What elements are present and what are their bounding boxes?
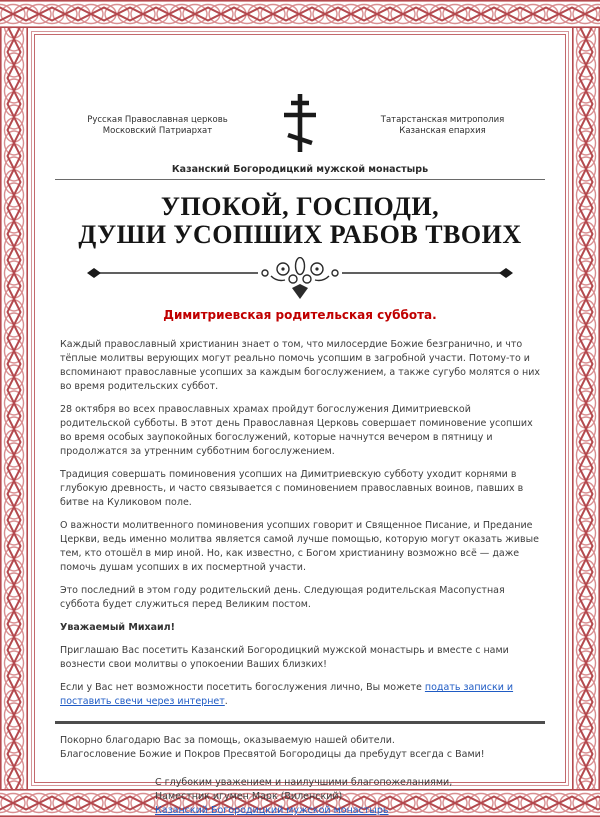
paragraph: 28 октября во всех православных храмах пройдут богослужения Димитриевской родительской субботы. В этот день Православная Церковь совершает поминовение усопших во время особых заупокойных богослужений, которые начнутся вечером в пятницу и продолжатся за утренним субботним богослужением. [60,404,533,457]
letterhead [60,92,540,160]
header-divider-line [55,179,545,180]
closing-line1: Покорно благодарю Вас за помощь, оказываемую нашей обители. [60,735,395,746]
paragraph: О важности молитвенного поминовения усопших говорит и Священное Писание, и Предание Церкви, ведь именно молитва является самой лучше помощью, которую могут оказать живые тем, кто отошёл в мир иной. Но, как известно, с Богом христианину возможно всё — даже помочь душам усопших в их посмертной участи. [60,520,539,573]
closing-block [60,734,540,762]
invitation-paragraph: Приглашаю Вас посетить Казанский Богородицкий мужской монастырь и вместе с нами вознести свои молитвы о упокоении Ваших близких! [60,645,509,670]
orthodox-cross-icon [270,92,330,160]
closing-line2: Благословение Божие и Покров Пресвятой Богородицы да пребудут всегда с Вами! [60,749,485,760]
title-line1: УПОКОЙ, ГОСПОДИ, [160,192,440,221]
left-org-line2: Московский Патриархат [102,126,213,136]
greeting: Уважаемый Михаил! [60,622,175,633]
online-prefix: Если у Вас нет возможности посетить богослужения лично, Вы можете [60,682,425,693]
paragraph: Каждый православный христианин знает о том, что милосердие Божие безгранично, и что тёплые молитвы верующих могут реально помочь усопшим в загробной участи. Потому-то и вспоминают православные усопших за каждым богослужением, а также сугубо молятся о них во время родительских суббот. [60,339,541,392]
ornamental-divider [80,257,520,301]
border-ornament-right [572,0,600,817]
letter-content [60,92,540,817]
body-text [60,338,540,817]
border-ornament-top [0,0,600,28]
left-org-line1: Русская Православная церковь [87,115,228,125]
left-organization [60,115,255,137]
title-line2: ДУШИ УСОПШИХ РАБОВ ТВОИХ [78,220,522,249]
submit-notes-link[interactable]: подать записки и поставить свечи через интернет [60,682,514,707]
online-services-paragraph [60,681,540,709]
border-ornament-left [0,0,28,817]
online-suffix: . [224,696,228,707]
right-organization [345,115,540,137]
right-org-line2: Казанская епархия [399,126,486,136]
signature-block [155,776,540,817]
subtitle: Димитриевская родительская суббота. [163,308,437,322]
page-title [60,193,540,249]
monastery-link[interactable]: Казанский Богородицкий мужской монастырь [155,805,389,816]
section-divider-line [55,721,545,724]
signature-line1: С глубоким уважением и наилучшими благопожеланиями, [155,777,453,788]
paragraph: Это последний в этом году родительский день. Следующая родительская Масопустная суббота будет служиться перед Великим постом. [60,585,505,610]
right-org-line1: Татарстанская митрополия [380,115,505,125]
signature-line2: Наместник игумен Марк (Виленский) [155,791,343,802]
paragraph: Традиция совершать поминовения усопших на Димитриевскую субботу уходит корнями в глубокую древность, и часто связывается с поминовением православных воинов, павших в битве на Куликовом поле. [60,469,524,508]
monastery-name: Казанский Богородицкий мужской монастырь [171,164,429,175]
